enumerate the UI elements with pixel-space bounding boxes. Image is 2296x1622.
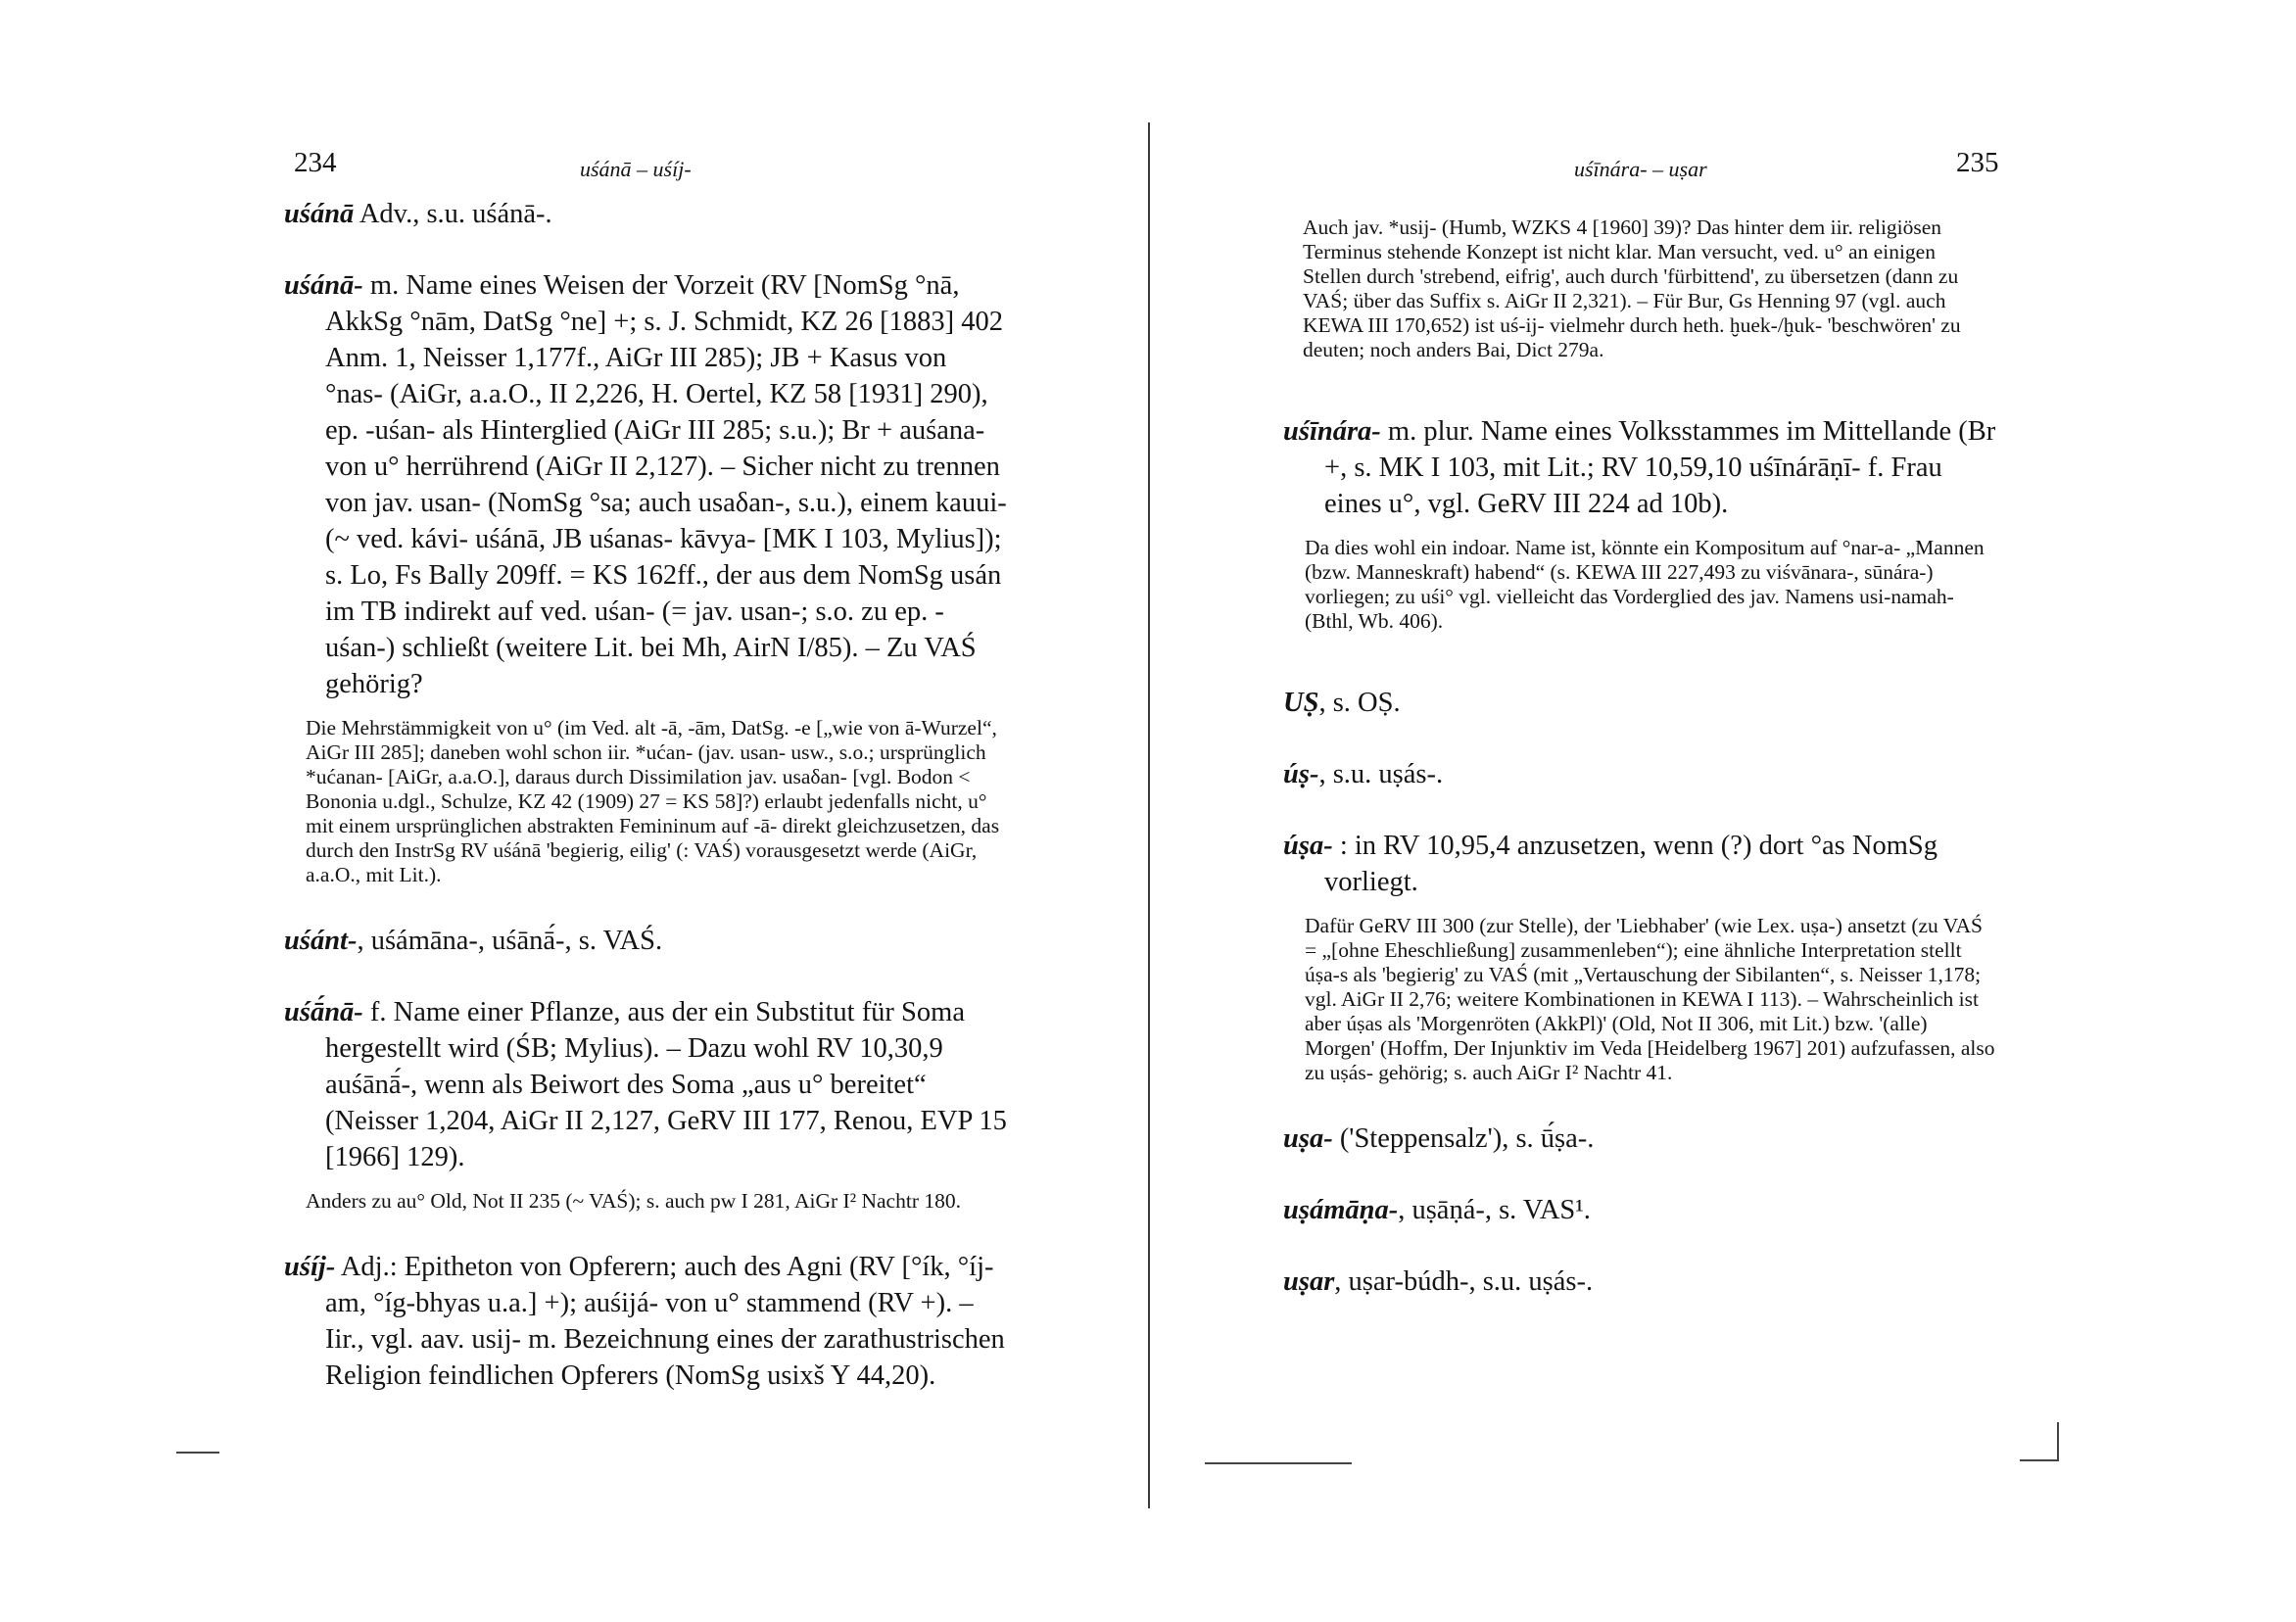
right-page-number: 235: [1956, 147, 1999, 178]
bottom-scan-smudge: [1205, 1462, 1352, 1464]
entry-usar: uṣar, uṣar-búdh-, s.u. uṣás-.: [1283, 1266, 1594, 1297]
note-auch-jav-usij: Auch jav. *usij- (Humb, WZKS 4 [1960] 39)? Das hinter dem iir. religiösen Terminus stehende Konzept ist nicht klar. Man versucht, ved. u° an einigen Stellen durch 'strebend, eifrig', auch durch 'fürbittend', zu übersetzen (dann zu VAŚ; über das Suffix s. AiGr II 2,321). – Für Bur, Gs Henning 97 (vgl. auch KEWA III 170,652) ist uś-ij- vielmehr durch heth. ḫuek-/ḫuk- 'beschwören' zu deuten; noch anders Bai, Dict 279a.: [1303, 215, 1961, 361]
entry-usij: uśíj- Adj.: Epitheton von Opferern; auch des Agni (RV [°ík, °íj-am, °íg-bhyas u.a.] +); auśijá- von u° stammend (RV +). – Iir., vgl. aav. usij- m. Bezeichnung eines der zarathustrischen Religion feindlichen Opferers (NomSg usixš Y 44,20).: [284, 1252, 1005, 1391]
entry-usinara: uśīnára- m. plur. Name eines Volksstammes im Mittellande (Br +, s. MK I 103, mit Lit.; RV 10,59,10 uśīnárāṇī- f. Frau eines u°, vgl. GeRV III 224 ad 10b).: [1283, 416, 1996, 519]
entry-usa-steppensalz: uṣa- ('Steppensalz'), s. ū́ṣa-.: [1283, 1123, 1595, 1154]
right-running-head: uśīnára- – uṣar: [1574, 157, 1707, 181]
right-corner-mark-vertical: [2057, 1422, 2059, 1461]
left-column: [284, 196, 1009, 1394]
left-page-number: 234: [294, 147, 337, 178]
entry-usana-f: uśā́nā- f. Name einer Pflanze, aus der ein Substitut für Soma hergestellt wird (ŚB; Mylius). – Dazu wohl RV 10,30,9 auśānā́-, wenn als Beiwort des Soma „aus u° bereitet“ (Neisser 1,204, AiGr II 2,127, GeRV III 177, Renou, EVP 15 [1966] 129).: [284, 997, 1007, 1172]
book-gutter-line: [1148, 122, 1150, 1508]
entry-usana-m: uśánā- m. Name eines Weisen der Vorzeit (RV [NomSg °nā, AkkSg °nām, DatSg °ne] +; s. J. Schmidt, KZ 26 [1883] 402 Anm. 1, Neisser 1,177f., AiGr III 285); JB + Kasus von °nas- (AiGr, a.a.O., II 2,226, H. Oertel, KZ 58 [1931] 290), ep. -uśan- als Hinterglied (AiGr III 285; s.u.); Br + auśana- von u° herrührend (AiGr II 2,127). – Sicher nicht zu trennen von jav. usan- (NomSg °sa; auch usaδan-, s.u.), einem kauui- (~ ved. kávi- uśánā, JB uśanas- kāvya- [MK I 103, Mylius]); s. Lo, Fs Bally 209ff. = KS 162ff., der aus dem NomSg usán im TB indirekt auf ved. uśan- (= jav. usan-; s.o. zu ep. -uśan-) schließt (weitere Lit. bei Mh, AirN I/85). – Zu VAŚ gehörig?: [284, 270, 1007, 699]
note-mehrstammigkeit: Die Mehrstämmigkeit von u° (im Ved. alt -ā, -ām, DatSg. -e [„wie von ā-Wurzel“, AiGr III 285]; daneben wohl schon iir. *ućan- (jav. usan- usw., s.o.; ursprünglich *ućanan- [AiGr, a.a.O.], daraus durch Dissimilation jav. usaδan- [vgl. Bodon < Bononia u.dgl., Schulze, KZ 42 (1909) 27 = KS 58]?) erlaubt jedenfalls nicht, u° mit einem ursprünglichen abstrakten Femininum auf -ā- direkt gleichzusetzen, das durch den InstrSg RV uśánā 'begierig, eilig' (: VAŚ) vorausgesetzt werde (AiGr, a.a.O., mit Lit.).: [306, 716, 1000, 886]
entry-us: úṣ-, s.u. uṣás-.: [1283, 759, 1444, 789]
entry-usant: uśánt-, uśámāna-, uśānā́-, s. VAŚ.: [284, 926, 663, 956]
entry-usana-adv: uśánā Adv., s.u. uśánā-.: [284, 199, 552, 229]
note-anders-zu-au: Anders zu au° Old, Not II 235 (~ VAŚ); s. auch pw I 281, AiGr I² Nachtr 180.: [306, 1189, 961, 1213]
entry-us-os: UṢ, s. OṢ.: [1283, 688, 1401, 718]
left-running-head: uśánā – uśíj-: [580, 157, 692, 181]
note-dafur-gerv: Dafür GeRV III 300 (zur Stelle), der 'Liebhaber' (wie Lex. uṣa-) ansetzt (zu VAŚ = „[ohne Eheschließung] zusammenleben“); eine ähnliche Interpretation stellt úṣa-s als 'begierig' zu VAŚ (mit „Vertauschung der Sibilanten“, s. Neisser 1,178; vgl. AiGr II 2,76; weitere Kombinationen in KEWA I 113). – Wahrscheinlich ist aber úṣas als 'Morgenröten (AkkPl)' (Old, Not II 306, mit Lit.) bzw. '(alle) Morgen' (Hoffm, Der Injunktiv im Veda [Heidelberg 1967] 201) aufzufassen, also zu uṣás- gehörig; s. auch AiGr I² Nachtr 41.: [1305, 914, 1995, 1084]
right-corner-mark: [2020, 1459, 2059, 1461]
entry-usa: úṣa- : in RV 10,95,4 anzusetzen, wenn (?) dort °as NomSg vorliegt.: [1283, 831, 1937, 897]
note-indoar-name: Da dies wohl ein indoar. Name ist, könnte ein Kompositum auf °nar-a- „Mannen (bzw. Manneskraft) habend“ (s. KEWA III 227,493 zu viśvānara-, sūnára-) vorliegen; zu uśi° vgl. vielleicht das Vorderglied des jav. Namens usi-namah- (Bthl, Wb. 406).: [1305, 536, 1985, 633]
entry-usamana: uṣámāṇa-, uṣāṇá-, s. VAS¹.: [1283, 1195, 1591, 1225]
left-margin-mark: [176, 1452, 219, 1454]
right-column: [1283, 215, 1998, 1300]
